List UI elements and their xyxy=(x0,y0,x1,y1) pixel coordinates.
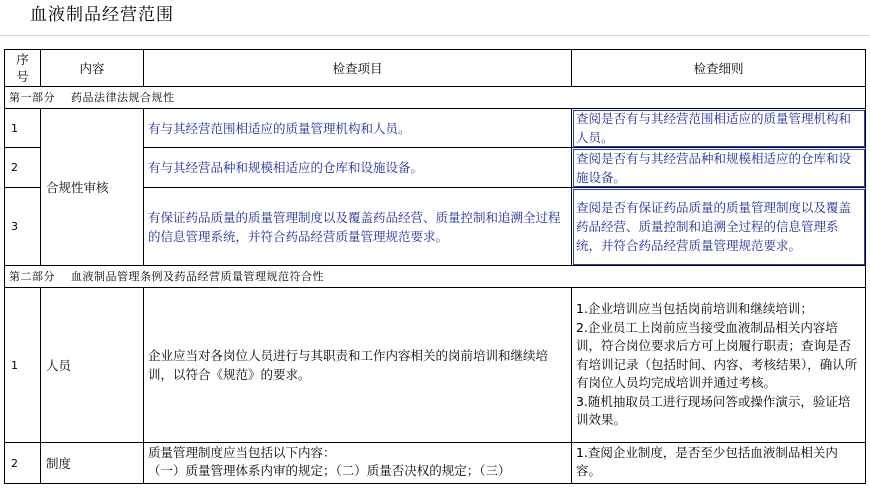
table-header-row xyxy=(5,50,866,87)
row-category: 合规性审核 xyxy=(41,109,144,266)
row-detail: 1.查阅企业制度，是否至少包括血液制品相关内容。 xyxy=(572,443,866,484)
row-detail: 查阅是否有与其经营品种和规模相适应的仓库和设施设备。 xyxy=(572,148,866,188)
inspection-table xyxy=(4,49,866,484)
row-item: 有与其经营品种和规模相适应的仓库和设施设备。 xyxy=(144,148,572,188)
row-detail xyxy=(572,288,866,443)
document-title: 血液制品经营范围 xyxy=(30,5,174,25)
row-seq: 1 xyxy=(5,109,41,148)
table-row xyxy=(5,288,866,443)
section-1-label: 第一部分 药品法律法规合规性 xyxy=(5,87,866,109)
header-seq: 序 号 xyxy=(5,50,41,87)
detail-line: 2.企业员工上岗前应当接受血液制品相关内容培训，符合岗位要求后方可上岗履行职责；查询是否有培训记录（包括时间、内容、考核结果），确认所有岗位人员均完成培训并通过考核。 xyxy=(576,319,858,391)
table-row xyxy=(5,443,866,484)
title-divider xyxy=(0,35,870,36)
row-seq: 1 xyxy=(5,288,41,443)
section-row-1 xyxy=(5,87,866,109)
header-detail: 检查细则 xyxy=(572,50,866,87)
detail-line: 1.企业培训应当包括岗前培训和继续培训； xyxy=(576,300,813,316)
section-row-2 xyxy=(5,266,866,288)
item-line: （一）质量管理体系内审的规定；（二）质量否决权的规定；（三） xyxy=(148,463,511,478)
row-seq: 2 xyxy=(5,148,41,188)
header-content: 内容 xyxy=(41,50,144,87)
row-category: 人员 xyxy=(41,288,144,443)
row-seq: 3 xyxy=(5,188,41,266)
row-item: 有与其经营范围相适应的质量管理机构和人员。 xyxy=(144,109,572,148)
table-row xyxy=(5,109,866,148)
row-detail: 查阅是否有与其经营范围相适应的质量管理机构和人员。 xyxy=(572,109,866,148)
row-item: 有保证药品质量的质量管理制度以及覆盖药品经营、质量控制和追溯全过程的信息管理系统，并符合药品经营质量管理规范要求。 xyxy=(144,188,572,266)
row-detail: 查阅是否有保证药品质量的质量管理制度以及覆盖药品经营、质量控制和追溯全过程的信息管理系统，并符合药品经营质量管理规范要求。 xyxy=(572,188,866,266)
row-category: 制度 xyxy=(41,443,144,484)
section-2-label: 第二部分 血液制品管理条例及药品经营质量管理规范符合性 xyxy=(5,266,866,288)
item-line: 质量管理制度应当包括以下内容： xyxy=(148,445,336,460)
row-seq: 2 xyxy=(5,443,41,484)
detail-line: 3.随机抽取员工进行现场问答或操作演示，验证培训效果。 xyxy=(576,393,851,428)
row-item xyxy=(144,443,572,484)
header-item: 检查项目 xyxy=(144,50,572,87)
row-item: 企业应当对各岗位人员进行与其职责和工作内容相关的岗前培训和继续培训，以符合《规范》的要求。 xyxy=(144,288,572,443)
